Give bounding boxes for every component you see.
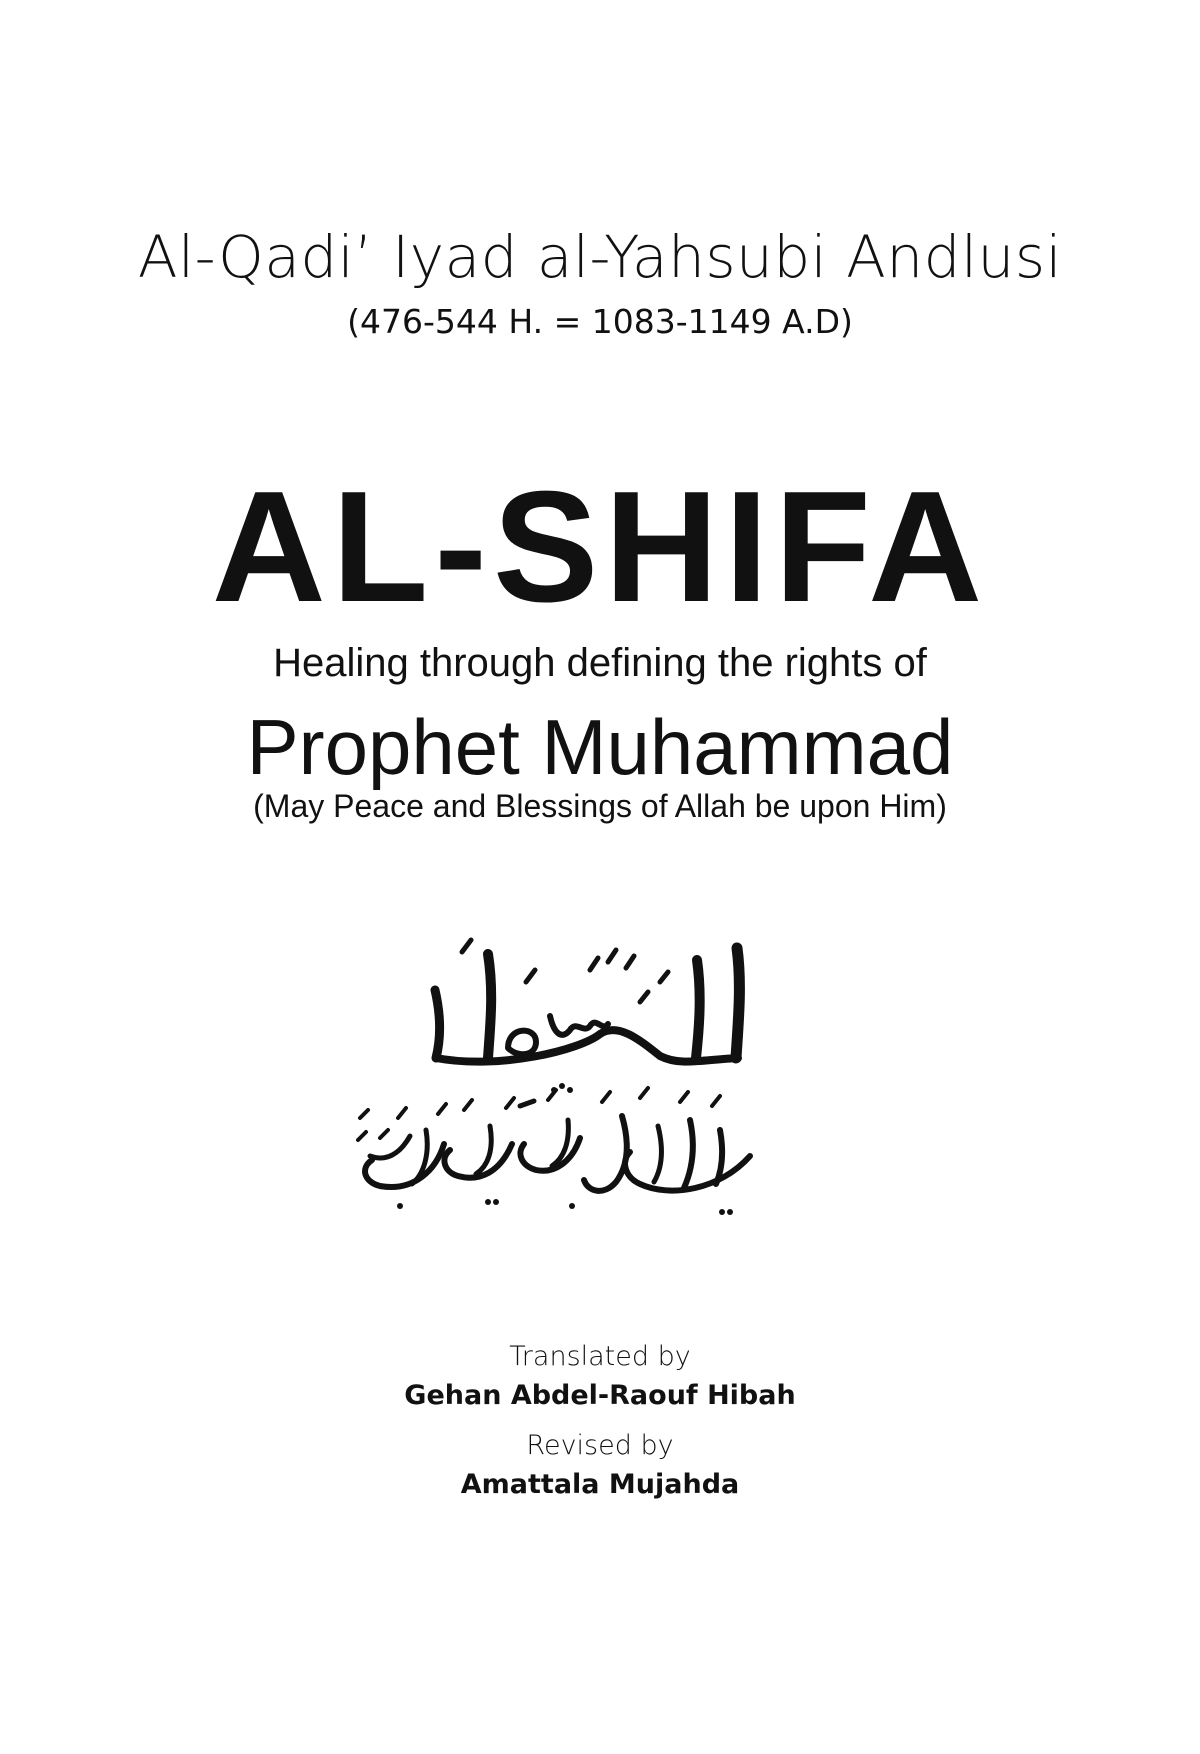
prophet-name: Prophet Muhammad (246, 703, 954, 791)
arabic-calligraphy-title (340, 930, 860, 1230)
translator-name: Gehan Abdel-Raouf Hibah (404, 1380, 796, 1411)
book-title: AL-SHIFA (211, 459, 989, 635)
author-name: Al-Qadi’ Iyad al-Yahsubi Andlusi (137, 223, 1063, 291)
revised-by-label: Revised by (526, 1430, 674, 1461)
author-dates: (476-544 H. = 1083-1149 A.D) (347, 302, 853, 341)
book-subtitle: Healing through defining the rights of (273, 641, 927, 685)
blessing-phrase: (May Peace and Blessings of Allah be upon Him) (253, 788, 947, 824)
translated-by-label: Translated by (509, 1341, 691, 1372)
reviser-name: Amattala Mujahda (460, 1469, 740, 1500)
